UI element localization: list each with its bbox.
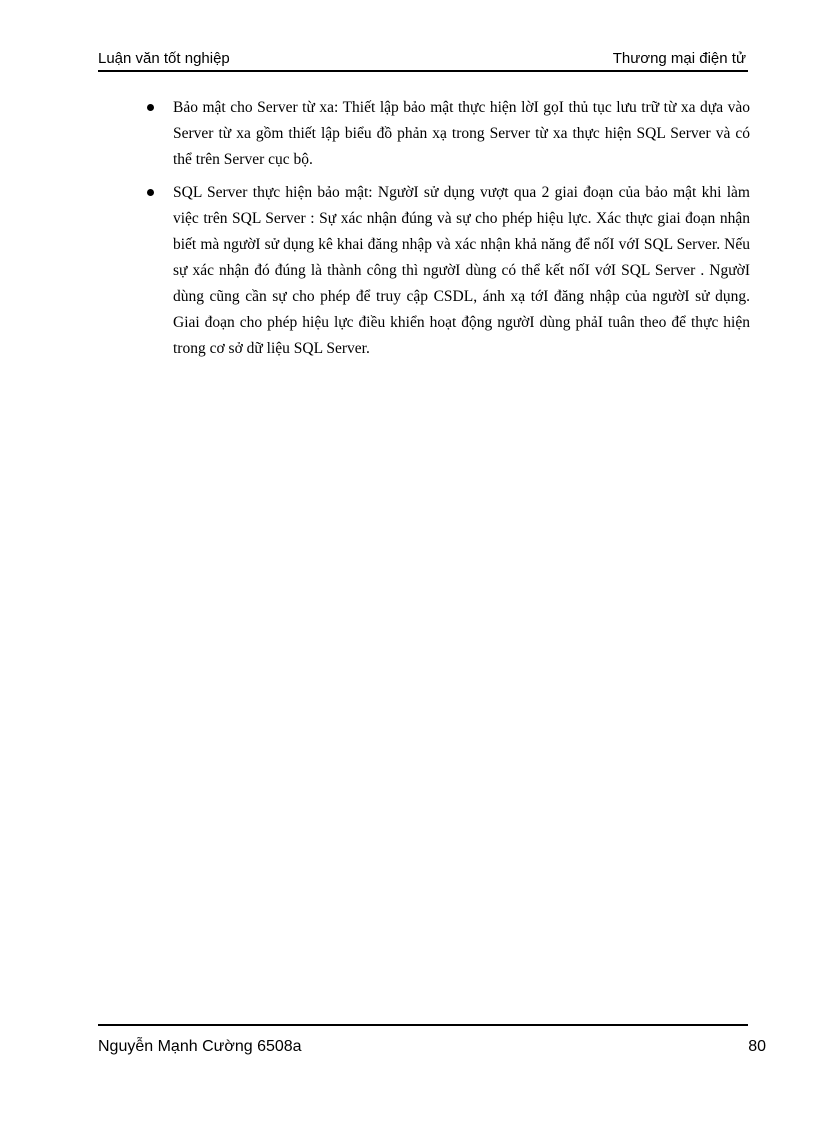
page-header	[98, 48, 748, 70]
bullet-sql-server-security	[140, 180, 750, 362]
header-topic-label: Thương mại điện tử	[612, 50, 746, 67]
header-divider	[98, 70, 748, 72]
footer-author: Nguyễn Mạnh Cường 6508a	[98, 1038, 302, 1055]
footer-divider	[98, 1024, 748, 1026]
header-thesis-label: Luận văn tốt nghiệp	[98, 50, 230, 67]
bullet-dot-icon	[147, 104, 154, 111]
page-body	[140, 95, 750, 369]
bullet-remote-server-security	[140, 95, 750, 173]
bullet-text: SQL Server thực hiện bảo mật: NgườI sử dụng vượt qua 2 giai đoạn của bảo mật khi làm việc trên SQL Server : Sự xác nhận đúng và sự cho phép hiệu lực. Xác thực giai đoạn nhận biết mà ngườI sử dụng kê khai đăng nhập và xác nhận khả năng để nốI vớI SQL Server. Nếu sự xác nhận đó đúng là thành công thì ngườI dùng có thể kết nốI vớI SQL Server . NgườI dùng cũng cần sự cho phép để truy cập CSDL, ánh xạ tớI đăng nhập của ngườI sử dụng. Giai đoạn cho phép hiệu lực điều khiển hoạt động ngườI dùng phảI tuân theo để thực hiện trong cơ sở dữ liệu SQL Server.	[173, 184, 750, 357]
bullet-dot-icon	[147, 189, 154, 196]
page-number: 80	[748, 1038, 766, 1055]
bullet-text: Bảo mật cho Server từ xa: Thiết lập bảo mật thực hiện lờI gọI thủ tục lưu trữ từ xa dựa vào Server từ xa gồm thiết lập biểu đồ phản xạ trong Server từ xa thực hiện SQL Server và có thể trên Server cục bộ.	[173, 99, 750, 168]
